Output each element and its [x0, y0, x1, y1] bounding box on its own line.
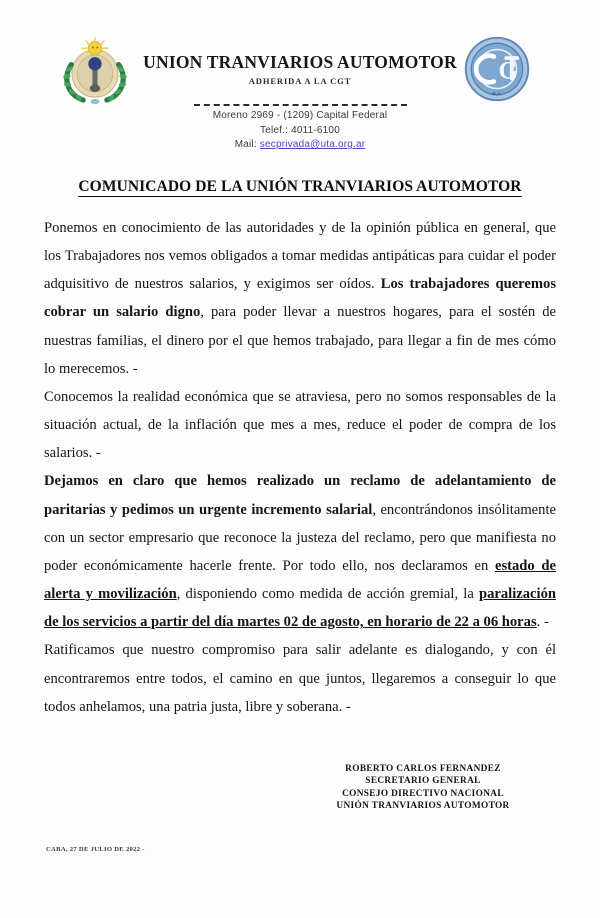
- dashed-divider: [194, 104, 407, 106]
- body-text-run: , disponiendo como medida de acción gremial, la: [176, 586, 479, 603]
- contact-block: [150, 104, 450, 153]
- signature-line: CONSEJO DIRECTIVO NACIONAL: [342, 788, 504, 799]
- mail-line: [150, 138, 450, 153]
- emphasis-underlined-text: estado de alerta y movilización: [44, 557, 556, 603]
- emphasis-underlined-text: paralización de los servicios a partir del día martes 02 de agosto, en horario de 22 a 06 horas: [44, 586, 556, 631]
- emphasis-bold-text: Dejamos en claro que hemos realizado un reclamo de adelantamiento de paritarias y pedimos un urgente incremento salarial: [44, 473, 556, 518]
- paragraph: [44, 467, 556, 636]
- cgt-circular-seal: [458, 30, 536, 108]
- address-line: Moreno 2969 - (1209) Capital Federal: [212, 110, 388, 121]
- body-text-run: , encontrándonos insólitamente con un sector empresario que reconoce la justeza del reclamo, pero que manifiesta no poder económicamente hacerle frente. Por todo ello, nos declaramos en: [44, 501, 556, 574]
- body-text-run: Ratificamos que nuestro compromiso para salir adelante es dialogando, y con él encontraremos entre todos, el camino en que juntos, llegaremos a conseguir lo que todos anhelamos, una patria justa, libre y soberana. -: [44, 642, 556, 715]
- emphasis-bold-text: Los trabajadores queremos cobrar un salario digno: [44, 276, 556, 321]
- body-text-run: Conocemos la realidad económica que se atraviesa, pero no somos responsables de la situación actual, de la inflación que mes a mes, reduce el poder de compra de los salarios. -: [44, 388, 556, 462]
- paragraph: [44, 214, 556, 383]
- page-title: [0, 178, 600, 196]
- svg-text:G: G: [498, 57, 518, 85]
- paragraph: [44, 636, 556, 720]
- body-text-run: , para poder llevar a nuestros hogares, para el sostén de nuestras familias, el dinero por el que hemos trabajado, para llegar a fin de mes cómo lo merecemos. -: [44, 304, 556, 377]
- svg-text:R.A.: R.A.: [492, 91, 502, 97]
- org-title: UNION TRANVIARIOS AUTOMOTOR: [143, 52, 457, 72]
- letterhead: [0, 0, 600, 168]
- footer-place-date: CABA, 27 DE JULIO DE 2022 -: [46, 846, 145, 854]
- phone-line: Telef.: 4011-6100: [260, 124, 340, 136]
- signature-line: UNIÓN TRANVIARIOS AUTOMOTOR: [336, 800, 510, 811]
- body-text-run: . -: [536, 614, 549, 631]
- email-link[interactable]: secprivada@uta.org.ar: [259, 139, 366, 150]
- body-text-run: Ponemos en conocimiento de las autoridades y de la opinión pública en general, que los Trabajadores nos vemos obligados a tomar medidas antipáticas para cuidar el poder adquisitivo de nuestros salarios, y exigimos ser oídos.: [44, 220, 556, 293]
- page-title-text: COMUNICADO DE LA UNIÓN TRANVIARIOS AUTOMOTOR: [78, 178, 522, 195]
- signature-line: SECRETARIO GENERAL: [365, 776, 481, 787]
- document-body: [44, 214, 556, 721]
- uta-shield-emblem: [58, 32, 132, 106]
- paragraph: [44, 383, 556, 467]
- signature-block: [0, 763, 600, 812]
- signature-line: ROBERTO CARLOS FERNANDEZ: [345, 763, 501, 774]
- org-title-block: [140, 52, 460, 86]
- mail-label: Mail:: [234, 139, 257, 150]
- org-subtitle: ADHERIDA A LA CGT: [248, 76, 352, 86]
